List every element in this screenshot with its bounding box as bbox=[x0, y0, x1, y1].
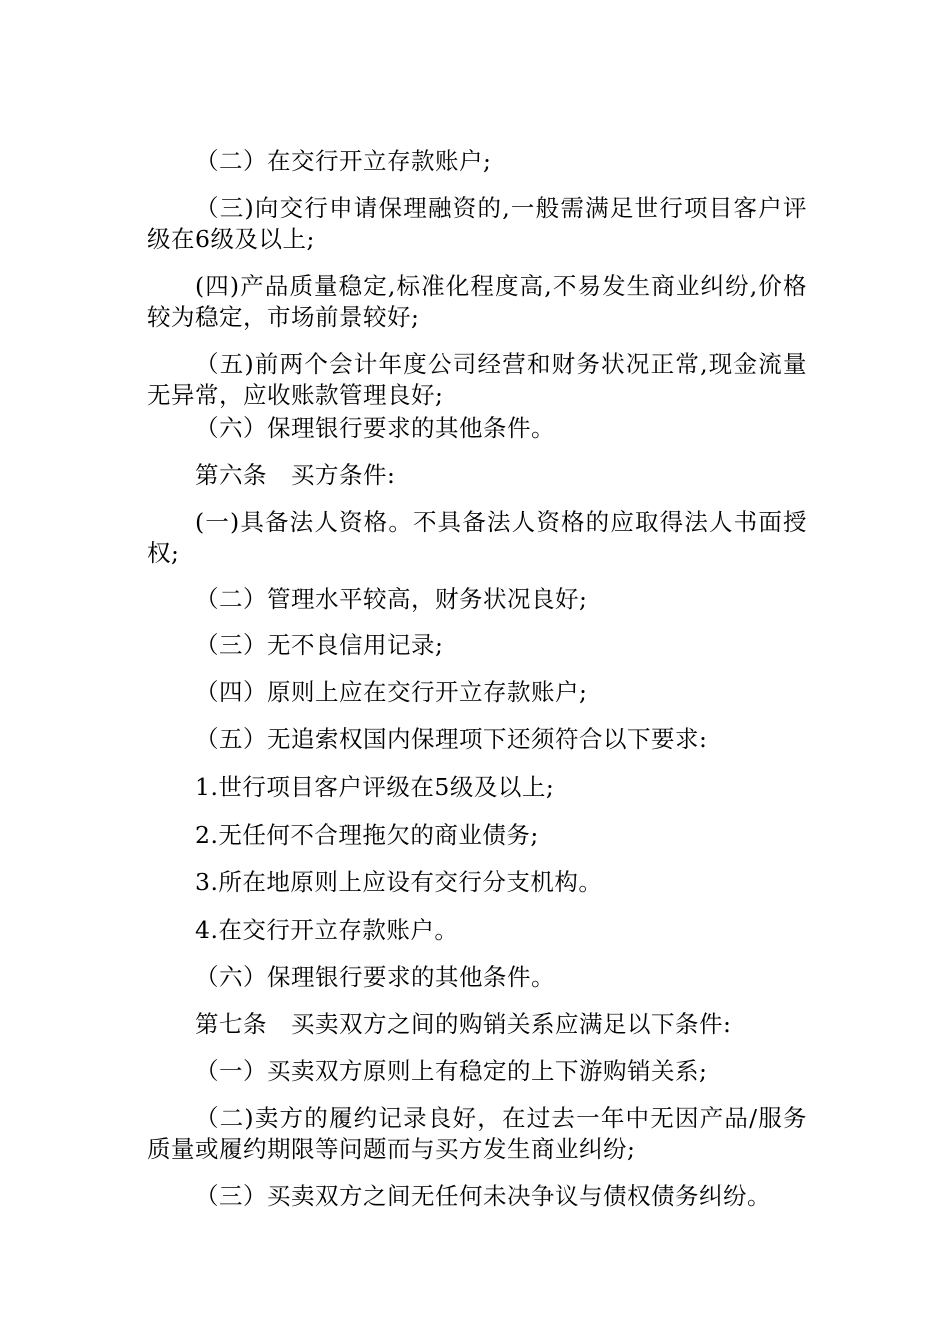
list-item-account: 4.在交行开立存款账户。 bbox=[195, 915, 459, 944]
paragraph-financial-status: （五)前两个会计年度公司经营和财务状况正常,现金流量无异常，应收账款管理良好; bbox=[147, 349, 807, 409]
paragraph-stable-relationship: （一）买卖双方原则上有稳定的上下游购销关系; bbox=[195, 1056, 708, 1085]
paragraph-buyer-account: （四）原则上应在交行开立存款账户; bbox=[195, 677, 588, 706]
paragraph-non-recourse-requirements: （五）无追索权国内保理项下还须符合以下要求: bbox=[195, 724, 708, 753]
paragraph-buyer-other-conditions: （六）保理银行要求的其他条件。 bbox=[195, 962, 555, 991]
list-item-rating: 1.世行项目客户评级在5级及以上; bbox=[195, 772, 555, 801]
paragraph-product-quality: (四)产品质量稳定,标准化程度高,不易发生商业纠纷,价格较为稳定，市场前景较好; bbox=[147, 271, 807, 331]
list-item-no-arrears: 2.无任何不合理拖欠的商业债务; bbox=[195, 820, 539, 849]
paragraph-no-disputes: （三）买卖双方之间无任何未决争议与债权债务纠纷。 bbox=[195, 1181, 771, 1210]
list-item-branch: 3.所在地原则上应设有交行分支机构。 bbox=[195, 867, 603, 896]
paragraph-management-level: （二）管理水平较高，财务状况良好; bbox=[195, 584, 588, 613]
paragraph-performance-record: （二)卖方的履约记录良好，在过去一年中无因产品/服务质量或履约期限等问题而与买方发生商业纠纷; bbox=[147, 1103, 807, 1163]
paragraph-financing-rating: （三)向交行申请保理融资的,一般需满足世行项目客户评级在6级及以上; bbox=[147, 193, 807, 253]
paragraph-account-opening: （二）在交行开立存款账户; bbox=[195, 146, 492, 175]
paragraph-legal-person: (一)具备法人资格。不具备法人资格的应取得法人书面授权; bbox=[147, 507, 807, 567]
article-seven-heading: 第七条 买卖双方之间的购销关系应满足以下条件: bbox=[195, 1009, 732, 1038]
paragraph-credit-record: （三）无不良信用记录; bbox=[195, 630, 444, 659]
paragraph-seller-other-conditions: （六）保理银行要求的其他条件。 bbox=[195, 413, 555, 442]
article-six-heading: 第六条 买方条件: bbox=[195, 460, 396, 489]
